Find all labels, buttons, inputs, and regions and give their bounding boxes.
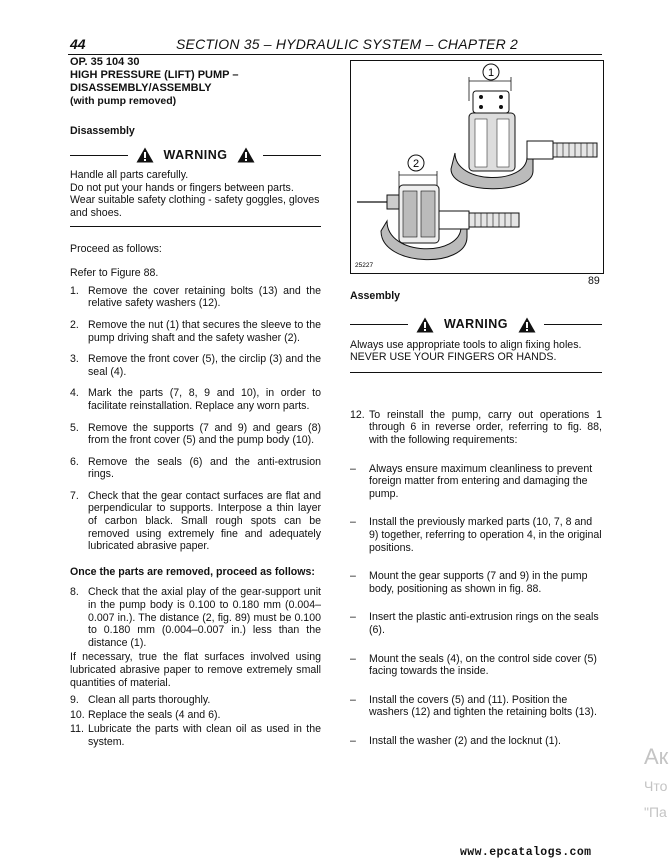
- warning-triangle-icon: [416, 317, 434, 333]
- warning-end-rule: [70, 226, 321, 227]
- warning-label: WARNING: [444, 317, 508, 332]
- step-item: 10. Replace the seals (4 and 6).: [70, 708, 221, 721]
- step-item: 2. Remove the nut (1) that secures the sleeve to the pump driving shaft and the safety washer (2).: [70, 318, 321, 344]
- figure-89: [350, 60, 604, 274]
- step-item: 11. Lubricate the parts with clean oil as used in the system.: [70, 723, 321, 748]
- warning-label: WARNING: [163, 147, 228, 162]
- callout-1: 1: [487, 67, 495, 79]
- op-title-line1: HIGH PRESSURE (LIFT) PUMP –: [70, 69, 239, 81]
- assembly-heading: Assembly: [350, 290, 401, 302]
- pump-measurement-illustration: [351, 61, 603, 273]
- assembly-requirements: [350, 463, 602, 748]
- figure-ref-code: 25227: [355, 262, 374, 269]
- requirement-item: – Mount the gear supports (7 and 9) in the pump body, positioning as shown in fig. 88.: [350, 570, 588, 595]
- if-necessary-text: If necessary, true the flat surfaces involved using lubricated abrasive paper to remove extremely small quantities of material.: [70, 651, 321, 689]
- step-item: 4. Mark the parts (7, 8, 9 and 10), in order to facilitate reinstallation. Replace any worn parts.: [70, 387, 321, 412]
- watermark-line-2: Что: [644, 778, 668, 794]
- watermark-line-1: Ак: [644, 744, 669, 769]
- left-column: [70, 56, 321, 751]
- requirement-item: – Insert the plastic anti-extrusion rings on the seals (6).: [350, 611, 599, 636]
- warning-text-2: Do not put your hands or fingers between parts. Wear suitable safety clothing - safety goggles, gloves and shoes.: [70, 181, 320, 219]
- warning-line-right: [544, 324, 602, 325]
- requirement-item: – Install the previously marked parts (10, 7, 8 and 9) together, referring to operation 4, in the original positions.: [350, 516, 602, 554]
- step-item: 1. Remove the cover retaining bolts (13) and the relative safety washers (12).: [70, 284, 321, 310]
- step-item: 5. Remove the supports (7 and 9) and gears (8) from the front cover (5) and the pump body (10).: [70, 421, 321, 447]
- step-item: 6. Remove the seals (6) and the anti-extrusion rings.: [70, 455, 321, 481]
- warning-text-1: Handle all parts carefully.: [70, 169, 189, 182]
- warning-banner: [70, 147, 321, 163]
- requirement-item: – Install the washer (2) and the locknut (1).: [350, 734, 561, 747]
- step-item: 9. Clean all parts thoroughly.: [70, 694, 211, 707]
- callout-2: 2: [412, 158, 420, 170]
- warning-triangle-icon: [518, 317, 536, 333]
- warning-end-rule: [350, 372, 602, 373]
- footer-url: www.epcatalogs.com: [460, 846, 592, 859]
- step-12: 12. To reinstall the pump, carry out operations 1 through 6 in reverse order, referring to fig. 88, with the following requirements:: [350, 408, 602, 446]
- refer-text: Refer to Figure 88.: [70, 267, 159, 280]
- right-column: [350, 290, 602, 763]
- once-heading: Once the parts are removed, proceed as follows:: [70, 565, 315, 578]
- requirement-item: – Mount the seals (4), on the control side cover (5) facing towards the inside.: [350, 652, 597, 678]
- proceed-text: Proceed as follows:: [70, 242, 162, 255]
- step-item: 3. Remove the front cover (5), the circlip (3) and the seal (4).: [70, 353, 321, 378]
- header-rule: [68, 54, 602, 55]
- warning-line-right: [263, 155, 321, 156]
- op-title-line2: DISASSEMBLY/ASSEMBLY: [70, 82, 212, 94]
- disassembly-steps: [70, 285, 321, 553]
- check-steps: [70, 586, 321, 649]
- warning-triangle-icon: [237, 147, 255, 163]
- requirement-item: – Install the covers (5) and (11). Position the washers (12) and tighten the retaining bolts (13).: [350, 693, 597, 719]
- watermark-line-3: "Па: [644, 804, 667, 820]
- assembly-warning-text: Always use appropriate tools to align fixing holes. NEVER USE YOUR FINGERS OR HANDS.: [350, 338, 582, 364]
- disassembly-heading: Disassembly: [70, 124, 135, 137]
- op-subtitle: (with pump removed): [70, 95, 177, 107]
- section-title: SECTION 35 – HYDRAULIC SYSTEM – CHAPTER 2: [176, 36, 518, 52]
- final-steps: [70, 694, 321, 748]
- step-item: 8. Check that the axial play of the gear-support unit in the pump body is 0.100 to 0.180 mm (0.004–0.007 in.). The distance (2, fig. 89) must be 0.100 to 0.180 mm (0.004–0.007 in.) less than the distance (1).: [70, 586, 321, 649]
- warning-triangle-icon: [136, 147, 154, 163]
- warning-line-left: [350, 324, 408, 325]
- warning-banner-assembly: [350, 317, 602, 333]
- step-item: 7. Check that the gear contact surfaces are flat and perpendicular to supports. Interpose a thin layer of carbon black. Small rough spots can be removed using extremely fine and adequately lubricated abrasive paper.: [70, 489, 321, 553]
- page-number: 44: [70, 36, 86, 52]
- requirement-item: – Always ensure maximum cleanliness to prevent foreign matter from entering and damaging the pump.: [350, 462, 593, 500]
- figure-number: 89: [588, 275, 600, 287]
- warning-line-left: [70, 155, 128, 156]
- op-code: OP. 35 104 30: [70, 56, 140, 68]
